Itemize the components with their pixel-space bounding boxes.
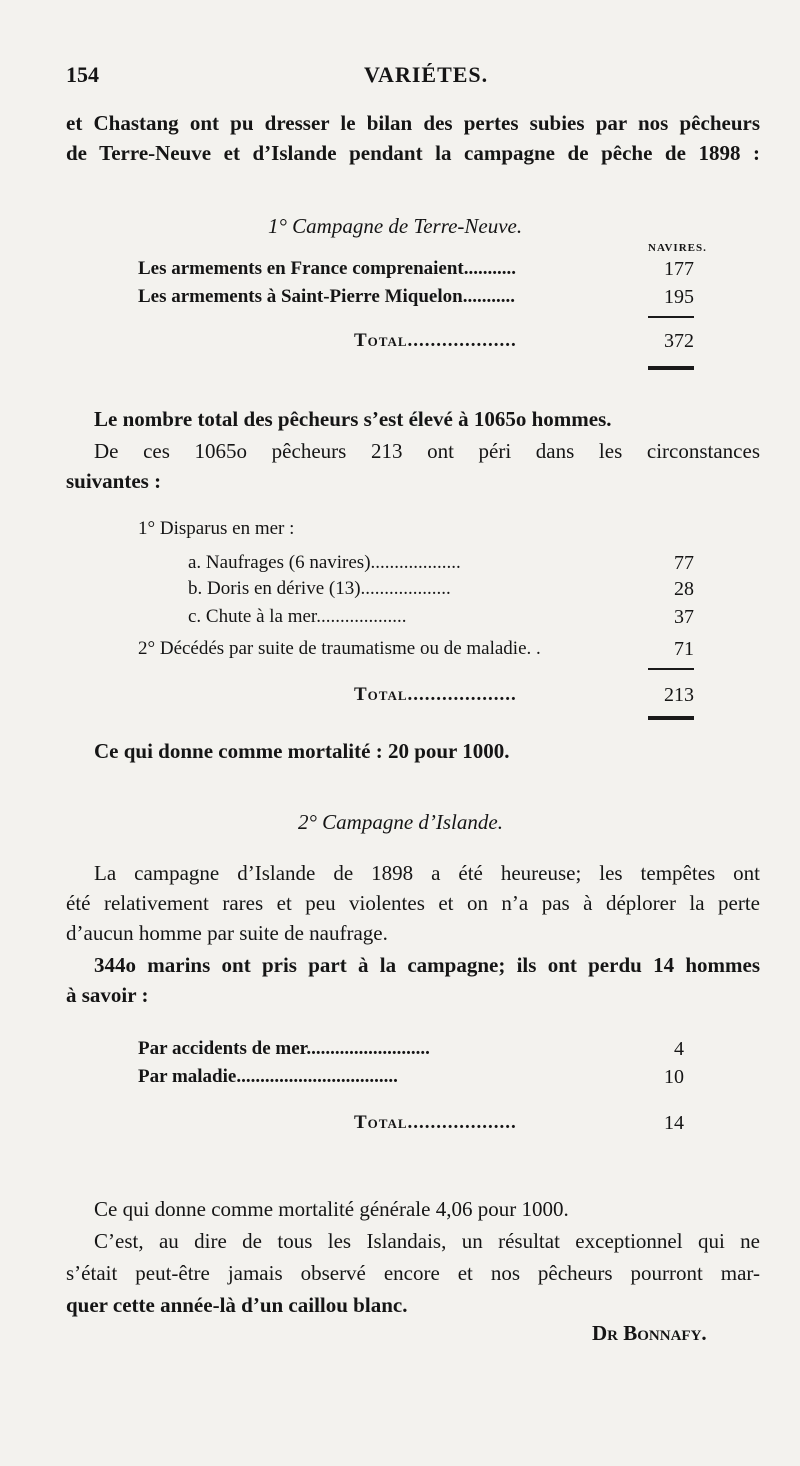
section1-heading: 1° Campagne de Terre-Neuve. [268,214,523,238]
iceland-row-maladie-value: 10 [664,1066,684,1088]
cause-c-label: c. Chute à la mer................... [188,606,407,627]
cause-2-label: 2° Décédés par suite de traumatisme ou de maladie. . [138,638,541,659]
row-france-value: 177 [664,258,694,280]
fishermen-line-1: De ces 1065o pêcheurs 213 ont péri dans les circonstances [94,439,760,463]
section2-heading: 2° Campagne d’Islande. [298,810,503,834]
rule-below-total-1 [648,366,694,370]
conclusion-line-1: Ce qui donne comme mortalité générale 4,06 pour 1000. [94,1197,569,1221]
mortality-1: Ce qui donne comme mortalité : 20 pour 1000. [94,739,510,763]
cause-2-value: 71 [674,638,694,660]
intro-line-1: et Chastang ont pu dresser le bilan des pertes subies par nos pêcheurs [66,111,760,135]
causes-heading-1: 1° Disparus en mer : [138,518,295,539]
iceland-row-accidents-value: 4 [674,1038,684,1060]
page-number: 154 [66,62,99,87]
row-spm-value: 195 [664,286,694,308]
rule-above-total-2 [648,668,694,670]
cause-a-label: a. Naufrages (6 navires)................... [188,552,461,573]
row-france-label: Les armements en France comprenaient........... [138,258,516,279]
row-spm-label: Les armements à Saint-Pierre Miquelon........... [138,286,515,307]
total3-label: Total................... [354,1112,517,1133]
total1-value: 372 [664,330,694,352]
section2-p2-line-2: à savoir : [66,983,149,1007]
column-header-navires: NAVIRES. [648,242,707,254]
section2-p2-line-1: 344o marins ont pris part à la campagne; ils ont perdu 14 hommes [94,953,760,977]
total3-value: 14 [664,1112,684,1134]
section2-p1-line-2: été relativement rares et peu violentes et on n’a pas à déplorer la perte [66,891,760,915]
signature: Dr Bonnafy. [592,1321,707,1345]
cause-b-value: 28 [674,578,694,600]
cause-a-value: 77 [674,552,694,574]
iceland-row-maladie-label: Par maladie.................................. [138,1066,398,1087]
total2-label: Total................... [354,684,517,705]
intro-line-2: de Terre-Neuve et d’Islande pendant la campagne de pêche de 1898 : [66,141,760,165]
rule-above-total-1 [648,316,694,318]
fishermen-total: Le nombre total des pêcheurs s’est élevé à 1065o hommes. [94,407,612,431]
cause-c-value: 37 [674,606,694,628]
iceland-row-accidents-label: Par accidents de mer.......................... [138,1038,430,1059]
section2-p1-line-1: La campagne d’Islande de 1898 a été heureuse; les tempêtes ont [94,861,760,885]
cause-b-label: b. Doris en dérive (13)................... [188,578,451,599]
running-title: VARIÉTES. [364,62,489,87]
rule-below-total-2 [648,716,694,720]
conclusion-line-3: s’était peut-être jamais observé encore et nos pêcheurs pourront mar- [66,1261,760,1285]
total2-value: 213 [664,684,694,706]
fishermen-line-2: suivantes : [66,469,162,493]
conclusion-line-4: quer cette année-là d’un caillou blanc. [66,1293,408,1317]
conclusion-line-2: C’est, au dire de tous les Islandais, un résultat exceptionnel qui ne [94,1229,760,1253]
total1-label: Total................... [354,330,517,351]
section2-p1-line-3: d’aucun homme par suite de naufrage. [66,921,388,945]
